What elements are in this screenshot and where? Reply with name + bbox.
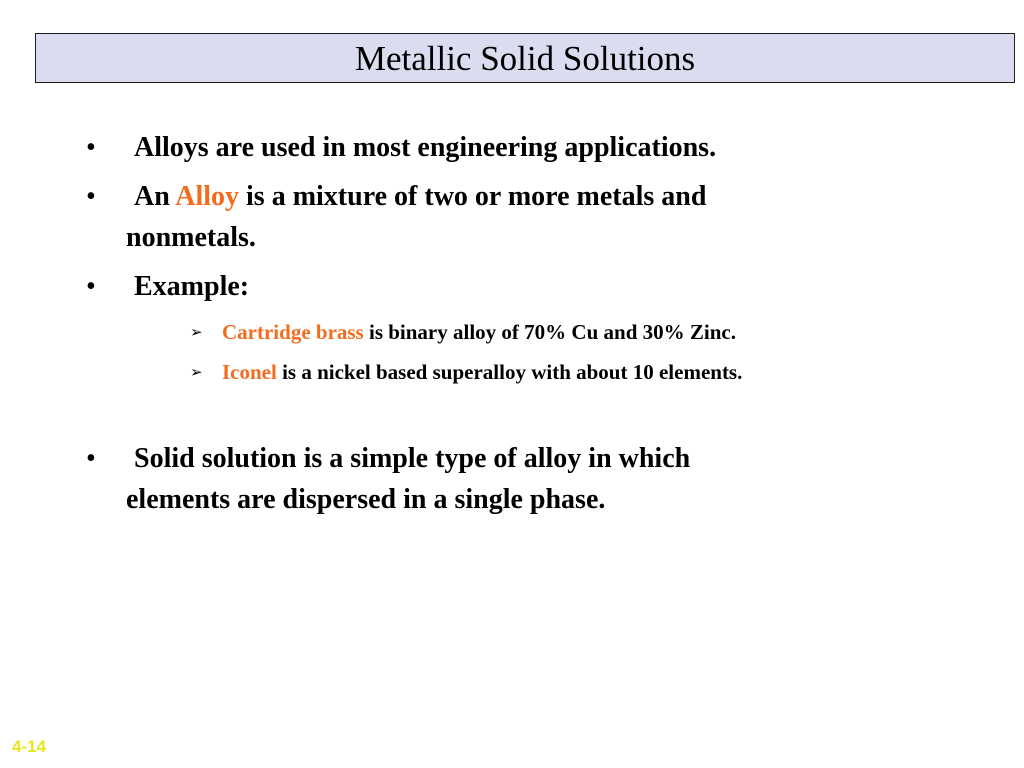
sub-item-text: is binary alloy of 70% Cu and 30% Zinc. bbox=[363, 320, 736, 344]
bullet-text bbox=[86, 176, 886, 217]
title-box bbox=[35, 33, 1015, 83]
bullet-item bbox=[86, 176, 886, 258]
bullet-icon: • bbox=[86, 132, 96, 163]
bullet-text: Example: bbox=[134, 271, 250, 302]
arrow-bullet-icon: ➢ bbox=[190, 363, 203, 381]
bullet-text-continuation: elements are dispersed in a single phase. bbox=[126, 484, 606, 515]
bullet-text-suffix: is a mixture of two or more metals and bbox=[239, 181, 707, 212]
bullet-icon: • bbox=[86, 271, 96, 302]
highlight-term: Iconel bbox=[222, 360, 277, 384]
sub-item bbox=[190, 317, 736, 347]
slide-title: Metallic Solid Solutions bbox=[354, 38, 696, 78]
sub-item-text: is a nickel based superalloy with about 10 elements. bbox=[276, 360, 743, 384]
bullet-text-prefix: An bbox=[134, 181, 176, 212]
bullet-icon: • bbox=[86, 181, 96, 212]
sub-item bbox=[190, 357, 742, 387]
bullet-icon: • bbox=[86, 443, 96, 474]
bullet-item bbox=[86, 127, 716, 168]
bullet-item bbox=[86, 266, 249, 307]
highlight-term: Alloy bbox=[175, 181, 240, 212]
bullet-text-continuation: nonmetals. bbox=[126, 222, 256, 253]
highlight-term: Cartridge brass bbox=[222, 320, 364, 344]
bullet-text: Alloys are used in most engineering applications. bbox=[134, 132, 717, 163]
arrow-bullet-icon: ➢ bbox=[190, 323, 203, 341]
bullet-item bbox=[86, 438, 886, 520]
slide-number: 4-14 bbox=[12, 737, 47, 756]
bullet-text: Solid solution is a simple type of alloy in which bbox=[134, 443, 691, 474]
